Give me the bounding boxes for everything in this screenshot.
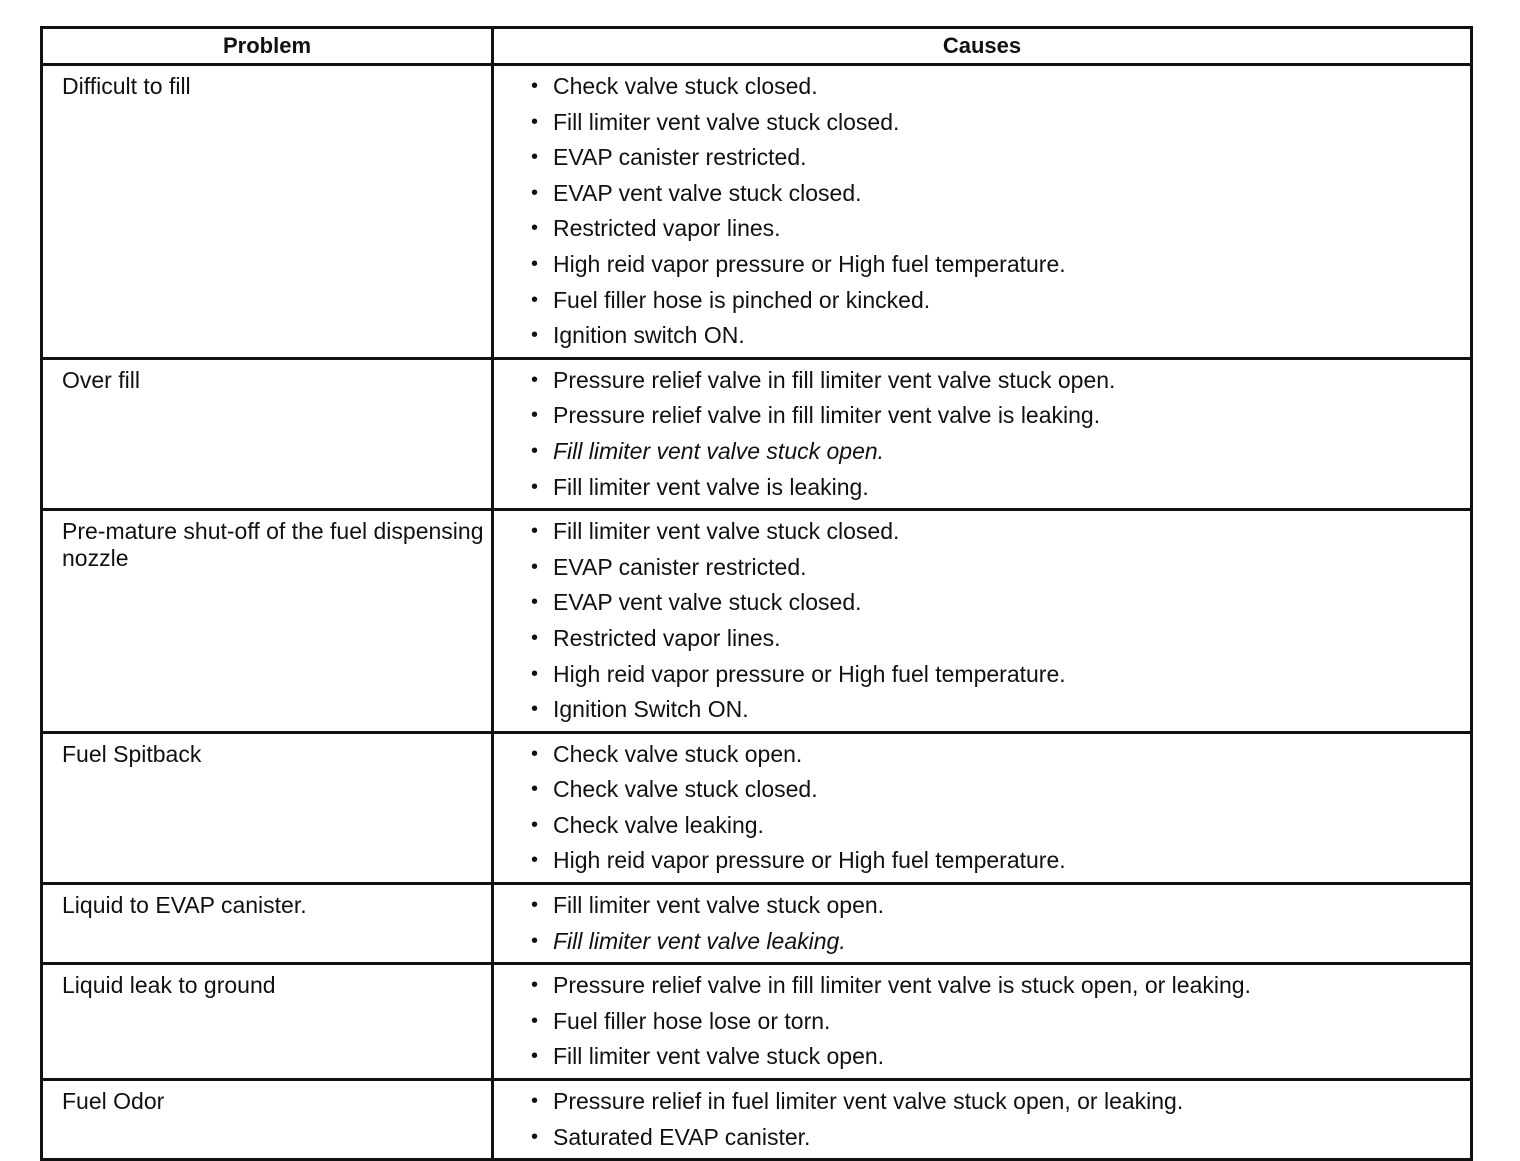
- bullet-icon: •: [531, 1045, 539, 1068]
- table-row: [42, 358, 1472, 509]
- causes-list: [494, 965, 1470, 1078]
- problem-cell: Liquid to EVAP canister.: [42, 884, 493, 964]
- bullet-icon: •: [531, 146, 539, 169]
- cause-text: Saturated EVAP canister.: [553, 1123, 811, 1150]
- cause-text: Fill limiter vent valve is leaking.: [553, 473, 869, 500]
- cause-text: Fill limiter vent valve stuck open.: [553, 1043, 885, 1070]
- header-row: [42, 28, 1472, 65]
- causes-list: [494, 1081, 1470, 1158]
- cause-item: [494, 924, 1470, 960]
- bullet-icon: •: [531, 181, 539, 204]
- table-row: [42, 510, 1472, 733]
- cause-item: [494, 772, 1470, 808]
- cause-item: [494, 283, 1470, 319]
- bullet-icon: •: [531, 591, 539, 614]
- cause-text: EVAP vent valve stuck closed.: [553, 589, 862, 616]
- table-row: [42, 964, 1472, 1080]
- cause-item: [494, 692, 1470, 728]
- table-row: [42, 884, 1472, 964]
- bullet-icon: •: [531, 1090, 539, 1113]
- cause-text: Check valve leaking.: [553, 811, 764, 838]
- cause-text: Check valve stuck closed.: [553, 776, 818, 803]
- bullet-icon: •: [531, 742, 539, 765]
- cause-item: [494, 514, 1470, 550]
- cause-text: Check valve stuck open.: [553, 740, 803, 767]
- cause-item: [494, 318, 1470, 354]
- causes-cell: [493, 358, 1472, 509]
- cause-text: Fill limiter vent valve stuck open.: [553, 437, 885, 464]
- cause-text: EVAP canister restricted.: [553, 144, 807, 171]
- cause-text: Ignition switch ON.: [553, 322, 745, 349]
- cause-text: EVAP canister restricted.: [553, 553, 807, 580]
- bullet-icon: •: [531, 439, 539, 462]
- table-body: [42, 65, 1472, 1160]
- bullet-icon: •: [531, 288, 539, 311]
- cause-item: [494, 1004, 1470, 1040]
- causes-column-header: Causes: [493, 28, 1472, 65]
- cause-item: [494, 105, 1470, 141]
- cause-item: [494, 1084, 1470, 1120]
- cause-text: Fill limiter vent valve stuck closed.: [553, 518, 900, 545]
- bullet-icon: •: [531, 555, 539, 578]
- cause-text: High reid vapor pressure or High fuel temperature.: [553, 250, 1066, 277]
- cause-text: Restricted vapor lines.: [553, 215, 781, 242]
- cause-item: [494, 211, 1470, 247]
- cause-item: [494, 657, 1470, 693]
- causes-cell: [493, 1080, 1472, 1160]
- cause-item: [494, 398, 1470, 434]
- cause-text: Pressure relief valve in fill limiter vent valve is leaking.: [553, 402, 1101, 429]
- cause-text: Fill limiter vent valve stuck open.: [553, 892, 885, 919]
- causes-list: [494, 885, 1470, 962]
- cause-text: Fuel filler hose is pinched or kincked.: [553, 286, 931, 313]
- problem-cell: Difficult to fill: [42, 65, 493, 359]
- cause-item: [494, 585, 1470, 621]
- bullet-icon: •: [531, 368, 539, 391]
- bullet-icon: •: [531, 929, 539, 952]
- cause-text: Pressure relief in fuel limiter vent valve stuck open, or leaking.: [553, 1088, 1184, 1115]
- cause-text: High reid vapor pressure or High fuel temperature.: [553, 660, 1066, 687]
- diagnosis-table: [40, 26, 1473, 1161]
- cause-item: [494, 808, 1470, 844]
- problem-cell: Liquid leak to ground: [42, 964, 493, 1080]
- bullet-icon: •: [531, 662, 539, 685]
- cause-item: [494, 69, 1470, 105]
- cause-item: [494, 621, 1470, 657]
- problem-column-header: Problem: [42, 28, 493, 65]
- bullet-icon: •: [531, 974, 539, 997]
- cause-text: High reid vapor pressure or High fuel temperature.: [553, 847, 1066, 874]
- cause-item: [494, 888, 1470, 924]
- bullet-icon: •: [531, 520, 539, 543]
- causes-cell: [493, 884, 1472, 964]
- table-row: [42, 1080, 1472, 1160]
- bullet-icon: •: [531, 698, 539, 721]
- causes-cell: [493, 65, 1472, 359]
- cause-item: [494, 247, 1470, 283]
- cause-text: Fuel filler hose lose or torn.: [553, 1007, 831, 1034]
- cause-item: [494, 550, 1470, 586]
- bullet-icon: •: [531, 1125, 539, 1148]
- cause-text: Pressure relief valve in fill limiter vent valve is stuck open, or leaking.: [553, 972, 1251, 999]
- cause-item: [494, 140, 1470, 176]
- bullet-icon: •: [531, 626, 539, 649]
- bullet-icon: •: [531, 75, 539, 97]
- bullet-icon: •: [531, 813, 539, 836]
- causes-list: [494, 511, 1470, 731]
- cause-text: Fill limiter vent valve stuck closed.: [553, 108, 900, 135]
- cause-item: [494, 968, 1470, 1004]
- cause-text: EVAP vent valve stuck closed.: [553, 179, 862, 206]
- bullet-icon: •: [531, 475, 539, 498]
- causes-cell: [493, 510, 1472, 733]
- cause-item: [494, 470, 1470, 506]
- problem-cell: Over fill: [42, 358, 493, 509]
- bullet-icon: •: [531, 404, 539, 427]
- bullet-icon: •: [531, 778, 539, 801]
- cause-text: Restricted vapor lines.: [553, 624, 781, 651]
- table-row: [42, 65, 1472, 359]
- bullet-icon: •: [531, 110, 539, 133]
- bullet-icon: •: [531, 849, 539, 872]
- problem-cell: Fuel Spitback: [42, 732, 493, 883]
- causes-list: [494, 66, 1470, 357]
- cause-text: Ignition Switch ON.: [553, 696, 749, 723]
- cause-item: [494, 176, 1470, 212]
- cause-item: [494, 843, 1470, 879]
- cause-text: Pressure relief valve in fill limiter vent valve stuck open.: [553, 366, 1116, 393]
- cause-item: [494, 363, 1470, 399]
- table-row: [42, 732, 1472, 883]
- cause-text: Fill limiter vent valve leaking.: [553, 927, 846, 954]
- causes-list: [494, 734, 1470, 882]
- causes-cell: [493, 732, 1472, 883]
- bullet-icon: •: [531, 324, 539, 347]
- causes-cell: [493, 964, 1472, 1080]
- problem-cell: Fuel Odor: [42, 1080, 493, 1160]
- bullet-icon: •: [531, 217, 539, 240]
- problem-cell: Pre-mature shut-off of the fuel dispensing nozzle: [42, 510, 493, 733]
- causes-list: [494, 360, 1470, 508]
- bullet-icon: •: [531, 894, 539, 917]
- cause-item: [494, 1039, 1470, 1075]
- bullet-icon: •: [531, 1009, 539, 1032]
- bullet-icon: •: [531, 252, 539, 275]
- cause-item: [494, 737, 1470, 773]
- cause-text: Check valve stuck closed.: [553, 73, 818, 99]
- cause-item: [494, 434, 1470, 470]
